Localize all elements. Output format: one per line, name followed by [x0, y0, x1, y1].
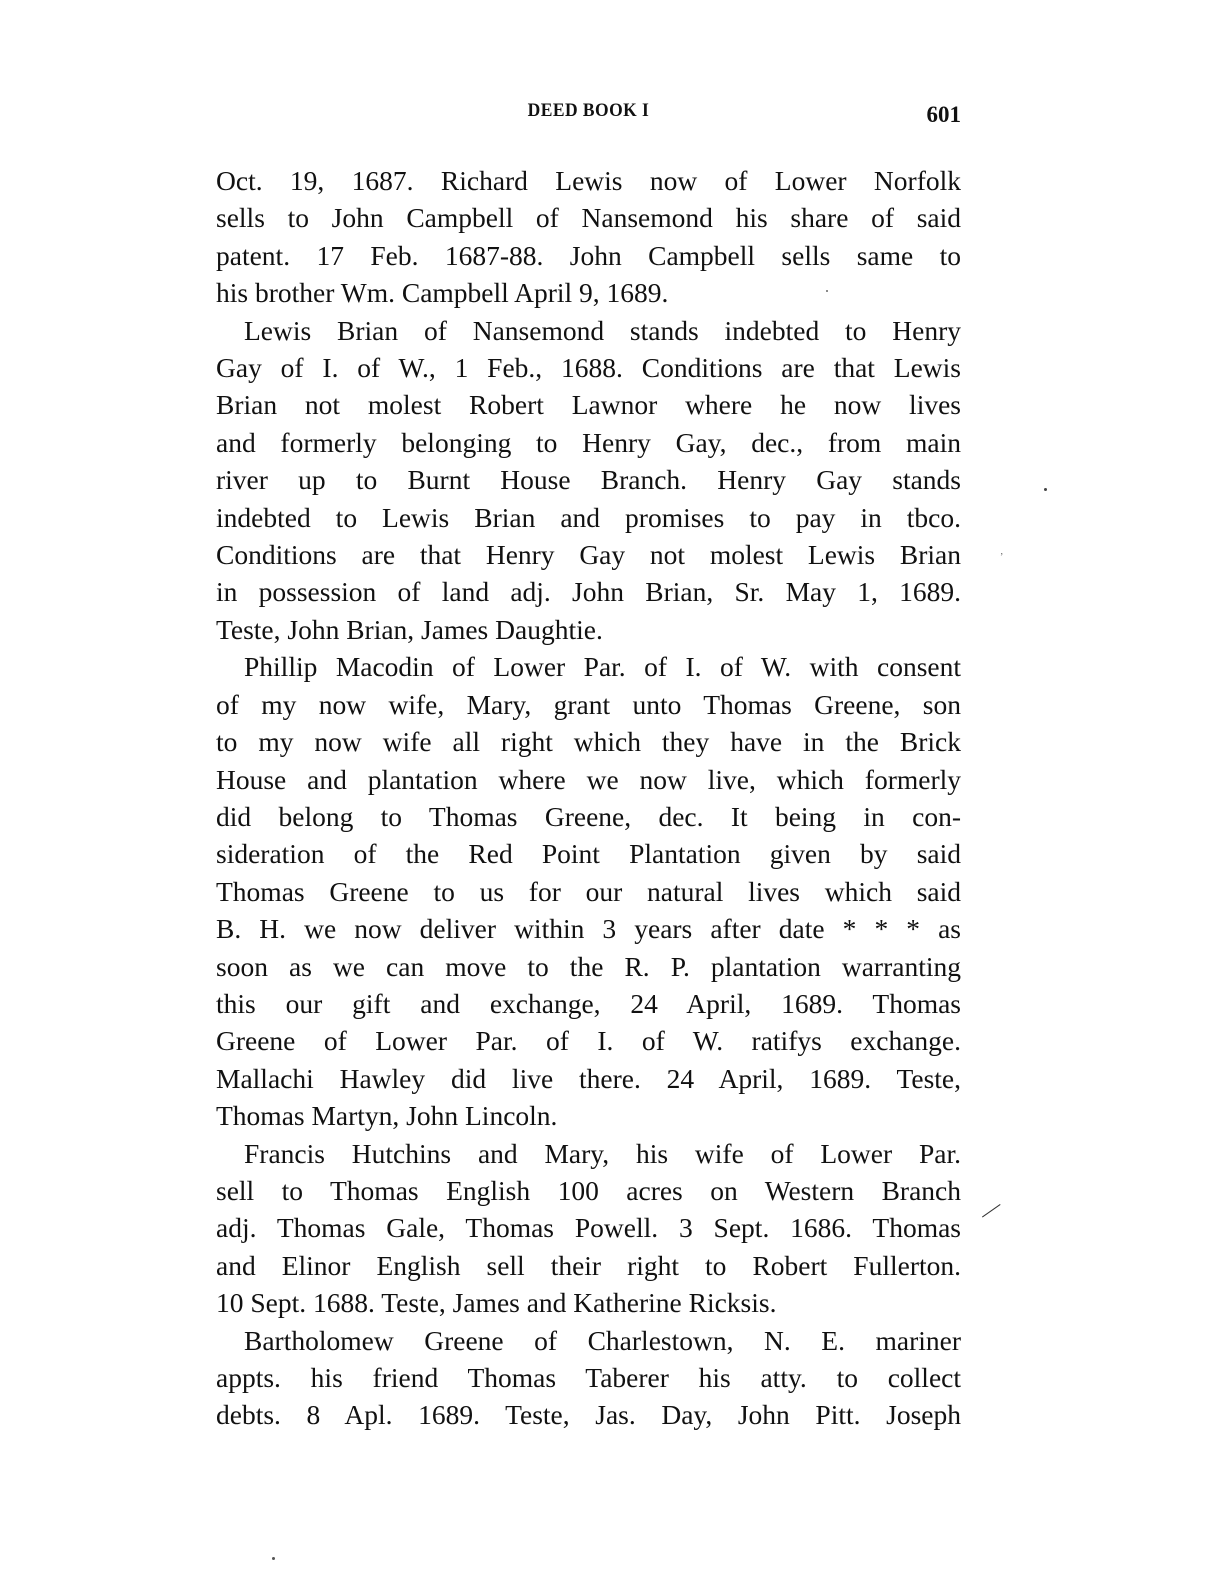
text-line: Oct. 19, 1687. Richard Lewis now of Lower Norfolk	[216, 165, 961, 196]
text-line: Gay of I. of W., 1 Feb., 1688. Conditions are that Lewis	[216, 352, 961, 384]
paragraph	[216, 162, 961, 312]
text-line: Mallachi Hawley did live there. 24 April, 1689. Teste,	[216, 1062, 961, 1094]
scan-speck: ’	[1000, 552, 1004, 563]
text-line: his brother Wm. Campbell April 9, 1689.	[216, 277, 669, 309]
text-line: adj. Thomas Gale, Thomas Powell. 3 Sept. 1686. Thomas	[216, 1212, 961, 1244]
text-line: to my now wife all right which they have in the Brick	[216, 726, 961, 758]
text-line: did belong to Thomas Greene, dec. It being in con-	[216, 800, 961, 832]
paragraph	[216, 648, 961, 1134]
text-line: Thomas Martyn, John Lincoln.	[216, 1100, 558, 1132]
text-line: Teste, John Brian, James Daughtie.	[216, 613, 603, 645]
text-line: patent. 17 Feb. 1687-88. John Campbell sells same to	[216, 239, 961, 271]
text-line: appts. his friend Thomas Taberer his atty. to collect	[216, 1362, 961, 1393]
text-line: and Elinor English sell their right to Robert Fullerton.	[216, 1249, 961, 1281]
scan-speck	[826, 290, 828, 292]
text-line: in possession of land adj. John Brian, Sr. May 1, 1689.	[216, 576, 961, 608]
text-line: 10 Sept. 1688. Teste, James and Katherine Ricksis.	[216, 1287, 777, 1319]
scan-speck	[272, 1557, 275, 1560]
text-line: B. H. we now deliver within 3 years after date * * * as	[216, 913, 961, 945]
running-head	[216, 100, 961, 130]
text-line: House and plantation where we now live, which formerly	[216, 763, 961, 795]
text-line: Lewis Brian of Nansemond stands indebted to Henry	[244, 314, 961, 346]
running-title: DEED BOOK I	[527, 100, 650, 121]
text-line: debts. 8 Apl. 1689. Teste, Jas. Day, John Pitt. Joseph	[216, 1399, 961, 1431]
text-line: soon as we can move to the R. P. plantation warranting	[216, 950, 961, 982]
text-line: of my now wife, Mary, grant unto Thomas Greene, son	[216, 688, 961, 720]
scan-speck	[1044, 488, 1047, 491]
text-line: and formerly belonging to Henry Gay, dec., from main	[216, 426, 961, 458]
text-line: Bartholomew Greene of Charlestown, N. E. mariner	[244, 1324, 961, 1356]
pencil-mark	[982, 1204, 1011, 1232]
paragraph	[216, 1135, 961, 1322]
text-line: indebted to Lewis Brian and promises to pay in tbco.	[216, 501, 961, 533]
paragraph	[216, 312, 961, 649]
text-line: Francis Hutchins and Mary, his wife of Lower Par.	[244, 1137, 961, 1169]
text-line: sideration of the Red Point Plantation given by said	[216, 838, 961, 870]
text-line: this our gift and exchange, 24 April, 1689. Thomas	[216, 987, 961, 1019]
text-line: Conditions are that Henry Gay not molest Lewis Brian	[216, 539, 961, 571]
paragraph	[216, 1322, 961, 1434]
body-text	[216, 162, 961, 1434]
text-line: Greene of Lower Par. of I. of W. ratifys exchange.	[216, 1025, 961, 1057]
page-number: 601	[926, 102, 961, 127]
text-line: Thomas Greene to us for our natural lives which said	[216, 875, 961, 907]
text-line: Phillip Macodin of Lower Par. of I. of W. with consent	[244, 651, 961, 683]
text-line: sells to John Campbell of Nansemond his share of said	[216, 202, 961, 234]
text-line: sell to Thomas English 100 acres on Western Branch	[216, 1174, 961, 1206]
text-line: river up to Burnt House Branch. Henry Gay stands	[216, 464, 961, 496]
text-line: Brian not molest Robert Lawnor where he now lives	[216, 389, 961, 421]
